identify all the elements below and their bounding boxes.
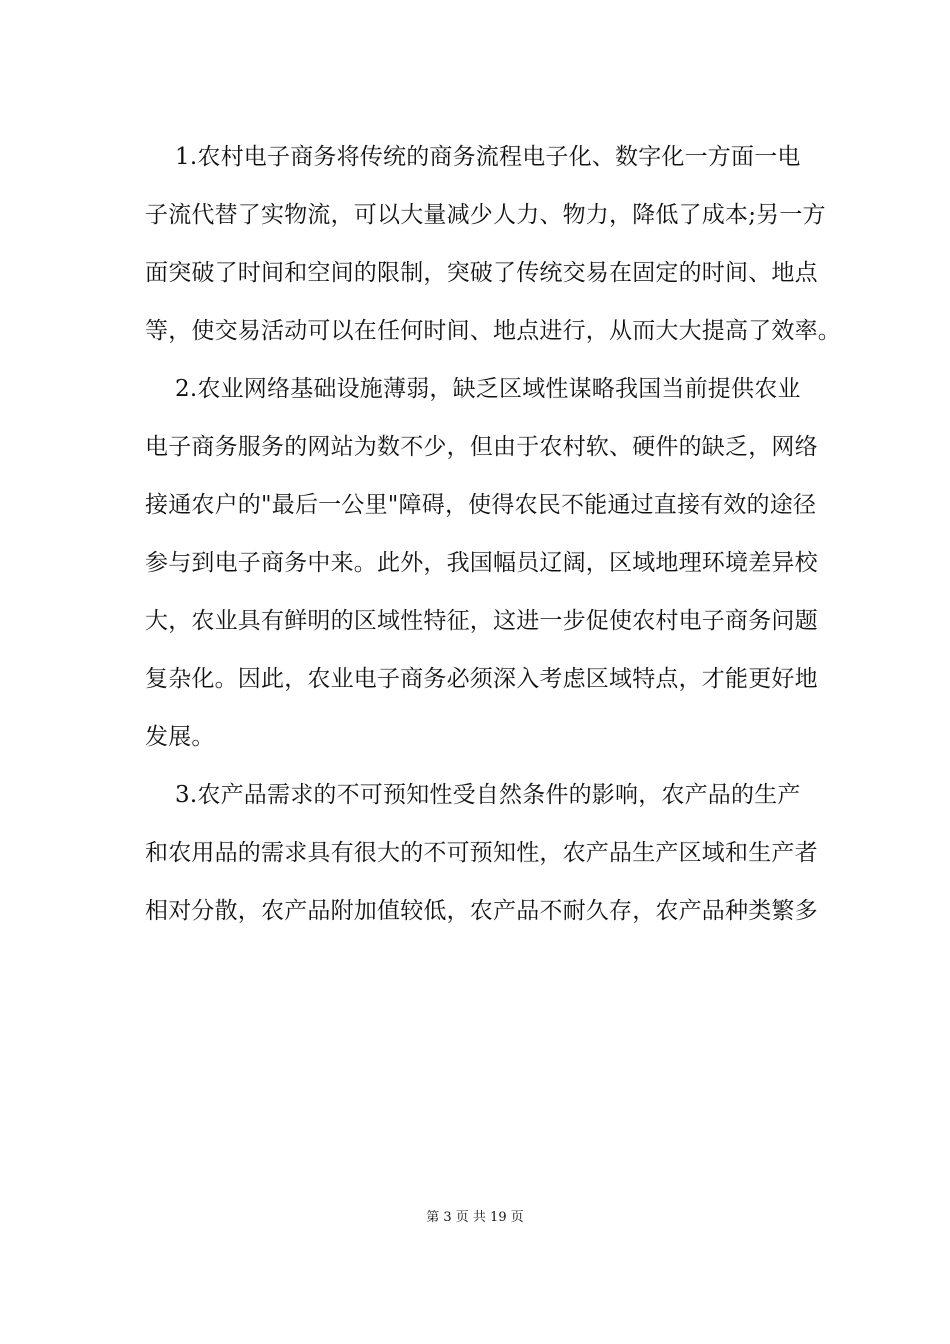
paragraph-1-line-4: 等，使交易活动可以在任何时间、地点进行，从而大大提高了效率。 <box>145 318 841 344</box>
paragraph-2-line-5: 大，农业具有鲜明的区域性特征，这进一步促使农村电子商务问题 <box>145 608 818 634</box>
page-number-footer: 第 3 页 共 19 页 <box>426 1210 524 1225</box>
paragraph-3-line-1: 3.农产品需求的不可预知性受自然条件的影响，农产品的生产 <box>145 782 801 808</box>
paragraph-2-line-1: 2.农业网络基础设施薄弱，缺乏区域性谋略我国当前提供农业 <box>145 376 801 402</box>
paragraph-1-line-2: 子流代替了实物流，可以大量减少人力、物力，降低了成本;另一方 <box>145 202 826 228</box>
paragraph-1-line-1: 1.农村电子商务将传统的商务流程电子化、数字化一方面一电 <box>145 144 801 170</box>
paragraph-3-line-3: 相对分散，农产品附加值较低，农产品不耐久存，农产品种类繁多 <box>145 898 818 924</box>
paragraph-2-line-3: 接通农户的"最后一公里"障碍，使得农民不能通过直接有效的途径 <box>145 492 817 518</box>
paragraph-2-line-6: 复杂化。因此，农业电子商务必须深入考虑区域特点，才能更好地 <box>145 666 818 692</box>
paragraph-3-line-2: 和农用品的需求具有很大的不可预知性，农产品生产区域和生产者 <box>145 840 818 866</box>
paragraph-2-line-7: 发展。 <box>145 724 215 750</box>
paragraph-2-line-4: 参与到电子商务中来。此外，我国幅员辽阔，区域地理环境差异校 <box>145 550 818 576</box>
paragraph-2-line-2: 电子商务服务的网站为数不少，但由于农村软、硬件的缺乏，网络 <box>145 434 818 460</box>
paragraph-1-line-3: 面突破了时间和空间的限制，突破了传统交易在固定的时间、地点 <box>145 260 818 286</box>
document-body <box>145 128 841 940</box>
